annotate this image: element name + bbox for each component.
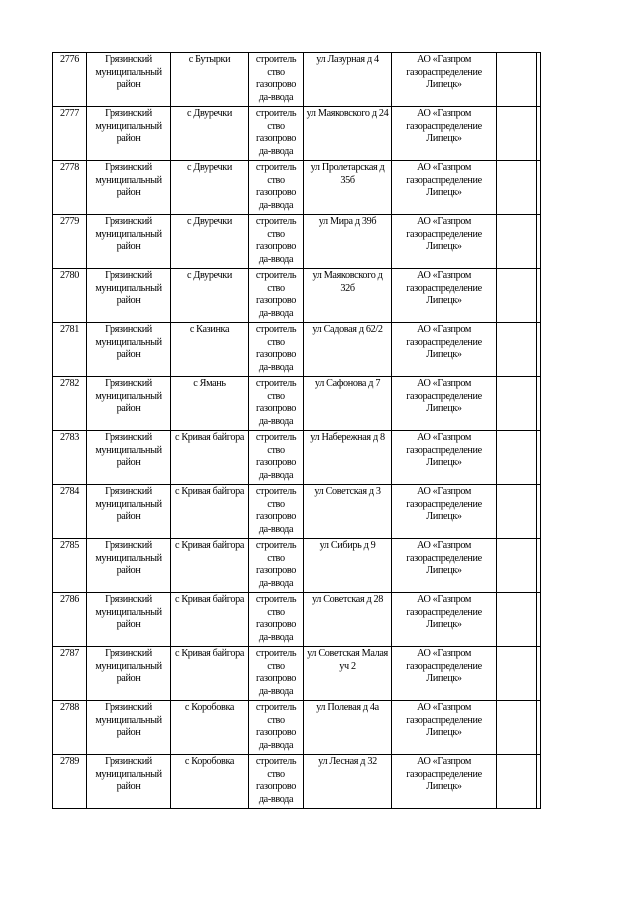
organization-cell: АО «Газпром газораспределение Липецк» <box>392 107 497 161</box>
empty-cell <box>497 701 537 755</box>
district-cell: Грязинский муниципальный район <box>87 485 171 539</box>
work-type-cell: строитель ство газопрово да-ввода <box>249 107 304 161</box>
work-type-cell: строитель ство газопрово да-ввода <box>249 323 304 377</box>
table-row <box>53 107 541 161</box>
table-row <box>53 647 541 701</box>
work-type-cell: строитель ство газопрово да-ввода <box>249 377 304 431</box>
district-cell: Грязинский муниципальный район <box>87 647 171 701</box>
empty-cell <box>537 647 541 701</box>
empty-cell <box>537 215 541 269</box>
empty-cell <box>497 593 537 647</box>
village-cell: с Кривая байгора <box>171 539 249 593</box>
address-cell: ул Лесная д 32 <box>304 755 392 809</box>
row-number: 2785 <box>53 539 87 593</box>
row-number: 2779 <box>53 215 87 269</box>
row-number: 2776 <box>53 53 87 107</box>
village-cell: с Казинка <box>171 323 249 377</box>
organization-cell: АО «Газпром газораспределение Липецк» <box>392 431 497 485</box>
empty-cell <box>537 431 541 485</box>
table-body <box>53 53 541 809</box>
organization-cell: АО «Газпром газораспределение Липецк» <box>392 377 497 431</box>
row-number: 2780 <box>53 269 87 323</box>
row-number: 2782 <box>53 377 87 431</box>
table-row <box>53 161 541 215</box>
work-type-cell: строитель ство газопрово да-ввода <box>249 215 304 269</box>
gas-connection-registry-table <box>52 52 541 809</box>
village-cell: с Кривая байгора <box>171 431 249 485</box>
empty-cell <box>537 323 541 377</box>
work-type-cell: строитель ство газопрово да-ввода <box>249 539 304 593</box>
work-type-cell: строитель ство газопрово да-ввода <box>249 485 304 539</box>
organization-cell: АО «Газпром газораспределение Липецк» <box>392 53 497 107</box>
address-cell: ул Советская д 28 <box>304 593 392 647</box>
organization-cell: АО «Газпром газораспределение Липецк» <box>392 161 497 215</box>
empty-cell <box>537 539 541 593</box>
table-row <box>53 701 541 755</box>
work-type-cell: строитель ство газопрово да-ввода <box>249 647 304 701</box>
organization-cell: АО «Газпром газораспределение Липецк» <box>392 269 497 323</box>
address-cell: ул Мира д 39б <box>304 215 392 269</box>
empty-cell <box>497 647 537 701</box>
empty-cell <box>497 539 537 593</box>
district-cell: Грязинский муниципальный район <box>87 323 171 377</box>
row-number: 2781 <box>53 323 87 377</box>
work-type-cell: строитель ство газопрово да-ввода <box>249 269 304 323</box>
organization-cell: АО «Газпром газораспределение Липецк» <box>392 485 497 539</box>
table-row <box>53 485 541 539</box>
work-type-cell: строитель ство газопрово да-ввода <box>249 53 304 107</box>
empty-cell <box>537 269 541 323</box>
address-cell: ул Сибирь д 9 <box>304 539 392 593</box>
address-cell: ул Полевая д 4а <box>304 701 392 755</box>
village-cell: с Двуречки <box>171 269 249 323</box>
row-number: 2784 <box>53 485 87 539</box>
organization-cell: АО «Газпром газораспределение Липецк» <box>392 701 497 755</box>
empty-cell <box>537 701 541 755</box>
district-cell: Грязинский муниципальный район <box>87 377 171 431</box>
work-type-cell: строитель ство газопрово да-ввода <box>249 755 304 809</box>
empty-cell <box>497 269 537 323</box>
work-type-cell: строитель ство газопрово да-ввода <box>249 701 304 755</box>
address-cell: ул Советская д 3 <box>304 485 392 539</box>
address-cell: ул Сафонова д 7 <box>304 377 392 431</box>
address-cell: ул Набережная д 8 <box>304 431 392 485</box>
table-row <box>53 323 541 377</box>
work-type-cell: строитель ство газопрово да-ввода <box>249 593 304 647</box>
address-cell: ул Советская Малая уч 2 <box>304 647 392 701</box>
empty-cell <box>537 53 541 107</box>
empty-cell <box>497 323 537 377</box>
table-row <box>53 431 541 485</box>
district-cell: Грязинский муниципальный район <box>87 269 171 323</box>
address-cell: ул Пролетарская д 35б <box>304 161 392 215</box>
empty-cell <box>497 755 537 809</box>
empty-cell <box>497 215 537 269</box>
empty-cell <box>537 755 541 809</box>
address-cell: ул Лазурная д 4 <box>304 53 392 107</box>
address-cell: ул Садовая д 62/2 <box>304 323 392 377</box>
organization-cell: АО «Газпром газораспределение Липецк» <box>392 323 497 377</box>
empty-cell <box>497 53 537 107</box>
organization-cell: АО «Газпром газораспределение Липецк» <box>392 647 497 701</box>
row-number: 2783 <box>53 431 87 485</box>
empty-cell <box>497 485 537 539</box>
district-cell: Грязинский муниципальный район <box>87 53 171 107</box>
row-number: 2787 <box>53 647 87 701</box>
table-row <box>53 215 541 269</box>
empty-cell <box>537 485 541 539</box>
village-cell: с Кривая байгора <box>171 647 249 701</box>
district-cell: Грязинский муниципальный район <box>87 215 171 269</box>
table-row <box>53 755 541 809</box>
row-number: 2777 <box>53 107 87 161</box>
row-number: 2789 <box>53 755 87 809</box>
empty-cell <box>537 593 541 647</box>
village-cell: с Коробовка <box>171 755 249 809</box>
village-cell: с Коробовка <box>171 701 249 755</box>
table-row <box>53 53 541 107</box>
table-row <box>53 377 541 431</box>
empty-cell <box>537 107 541 161</box>
village-cell: с Кривая байгора <box>171 593 249 647</box>
organization-cell: АО «Газпром газораспределение Липецк» <box>392 215 497 269</box>
village-cell: с Ямань <box>171 377 249 431</box>
row-number: 2778 <box>53 161 87 215</box>
work-type-cell: строитель ство газопрово да-ввода <box>249 431 304 485</box>
empty-cell <box>497 161 537 215</box>
village-cell: с Двуречки <box>171 107 249 161</box>
district-cell: Грязинский муниципальный район <box>87 539 171 593</box>
table-row <box>53 539 541 593</box>
district-cell: Грязинский муниципальный район <box>87 431 171 485</box>
organization-cell: АО «Газпром газораспределение Липецк» <box>392 755 497 809</box>
village-cell: с Двуречки <box>171 161 249 215</box>
village-cell: с Бутырки <box>171 53 249 107</box>
district-cell: Грязинский муниципальный район <box>87 755 171 809</box>
work-type-cell: строитель ство газопрово да-ввода <box>249 161 304 215</box>
village-cell: с Двуречки <box>171 215 249 269</box>
row-number: 2788 <box>53 701 87 755</box>
district-cell: Грязинский муниципальный район <box>87 107 171 161</box>
district-cell: Грязинский муниципальный район <box>87 701 171 755</box>
address-cell: ул Маяковского д 32б <box>304 269 392 323</box>
empty-cell <box>537 161 541 215</box>
empty-cell <box>497 431 537 485</box>
empty-cell <box>497 107 537 161</box>
district-cell: Грязинский муниципальный район <box>87 161 171 215</box>
village-cell: с Кривая байгора <box>171 485 249 539</box>
table-row <box>53 593 541 647</box>
address-cell: ул Маяковского д 24 <box>304 107 392 161</box>
empty-cell <box>537 377 541 431</box>
empty-cell <box>497 377 537 431</box>
organization-cell: АО «Газпром газораспределение Липецк» <box>392 539 497 593</box>
organization-cell: АО «Газпром газораспределение Липецк» <box>392 593 497 647</box>
row-number: 2786 <box>53 593 87 647</box>
district-cell: Грязинский муниципальный район <box>87 593 171 647</box>
table-row <box>53 269 541 323</box>
